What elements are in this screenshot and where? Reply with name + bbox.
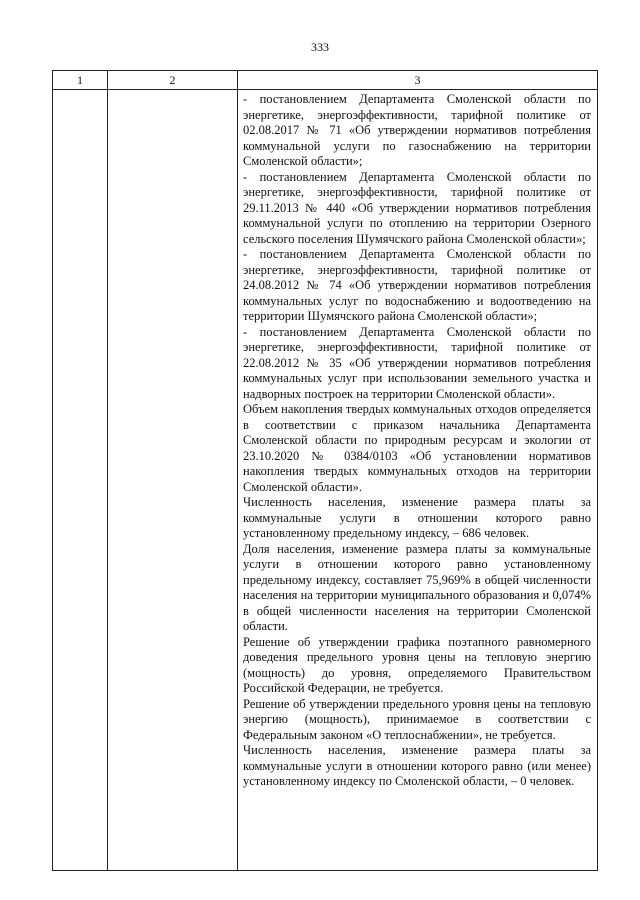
page-number: 333 [311, 40, 329, 54]
cell-text-content [238, 90, 597, 790]
cell-column-2 [108, 90, 238, 871]
paragraph-population-count: Численность населения, изменение размера платы за коммунальные услуги в отношении которого равно установленному предельному индексу, – 686 человек. [243, 495, 591, 540]
column-header-2: 2 [108, 71, 238, 90]
paragraph-waste-volume: Объем накопления твердых коммунальных отходов определяется в соответствии с приказом начальника Департамента Смоленской области по природным ресурсам и экологии от 23.10.2020 № 0384/0103 «Об установлении нормативов накопления твердых коммунальных отходов на территории Смоленской области». [243, 402, 591, 494]
table-header-row [53, 71, 598, 90]
table-row [53, 90, 598, 871]
paragraph-heating-norms: - постановлением Департамента Смоленской области по энергетике, энергоэффективности, тарифной политике от 29.11.2013 № 440 «Об утверждении нормативов потребления коммунальной услуги по отоплению на территории Озерного сельского поселения Шумячского района Смоленской области»; [243, 169, 591, 246]
column-header-3: 3 [238, 71, 598, 90]
cell-column-3 [238, 90, 598, 871]
document-table [52, 70, 598, 871]
column-header-1: 1 [53, 71, 108, 90]
paragraph-land-norms: - постановлением Департамента Смоленской области по энергетике, энергоэффективности, тарифной политике от 22.08.2012 № 35 «Об утверждении нормативов потребления коммунальных услуг при использовании земельного участка и надворных построек на территории Смоленской области». [243, 324, 591, 401]
paragraph-water-norms: - постановлением Департамента Смоленской области по энергетике, энергоэффективности, тарифной политике от 24.08.2012 № 74 «Об утверждении нормативов потребления коммунальных услуг по водоснабжению и водоотведению на территории Шумячского района Смоленской области»; [243, 247, 591, 323]
cell-column-1 [53, 90, 108, 871]
paragraph-heat-price-limit: Решение об утверждении предельного уровня цены на тепловую энергию (мощность), принимаемое в соответствии с Федеральным законом «О теплоснабжении», не требуется. [243, 696, 591, 742]
paragraph-gas-norms: - постановлением Департамента Смоленской области по энергетике, энергоэффективности, тарифной политике от 02.08.2017 № 71 «Об утверждении нормативов потребления коммунальной услуги по газоснабжению на территории Смоленской области»; [243, 92, 591, 168]
paragraph-heat-price-schedule: Решение об утверждении графика поэтапного равномерного доведения предельного уровня цены на тепловую энергию (мощность) до уровня, определяемого Правительством Российской Федерации, не требуется. [243, 634, 591, 695]
paragraph-population-share: Доля населения, изменение размера платы за коммунальные услуги в отношении которого равно установленному предельному индексу, составляет 75,969% в общей численности населения на территории муниципального образования и 0,074% в общей численности населения на территории Смоленской области. [243, 541, 591, 633]
paragraph-population-below-index: Численность населения, изменение размера платы за коммунальные услуги в отношении которого равно (или менее) установленному индексу по Смоленской области, – 0 человек. [243, 743, 591, 788]
